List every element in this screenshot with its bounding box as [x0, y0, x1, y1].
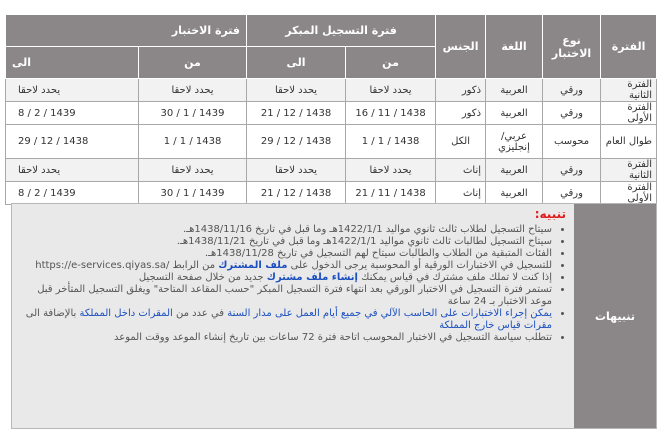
cell-reg-from: يحدد لاحقا	[346, 159, 436, 182]
header-period: الفترة	[601, 15, 657, 79]
cell-reg-from: 21 / 11 / 1438	[346, 182, 436, 205]
table-row	[6, 182, 657, 205]
note-text: من الرابط	[172, 260, 219, 271]
notes-body	[12, 204, 574, 428]
cell-test-from: 1 / 1 / 1438	[139, 125, 247, 159]
header-test-type: نوع الاختبار	[543, 15, 601, 79]
header-test-to: الى	[6, 47, 139, 79]
cell-period: الفترة الأولى	[601, 102, 657, 125]
table-row	[6, 125, 657, 159]
cell-language: العربية	[486, 159, 543, 182]
note-item	[22, 260, 552, 272]
computer-tests-link[interactable]: يمكن إجراء الاختبارات على الحاسب الآلي في جميع أيام العمل على مدار السنة	[227, 308, 552, 319]
cell-reg-from: 1 / 1 / 1438	[346, 125, 436, 159]
notes-label: تنبيهات	[574, 204, 656, 428]
table-row	[6, 79, 657, 102]
header-test-from: من	[139, 47, 247, 79]
note-item: • سيتاح التسجيل لطلاب ثالث ثانوي مواليد 1422/1/1هـ وما قبل في تاريخ 1438/11/16هـ.	[22, 224, 552, 236]
note-text: للتسجيل في الاختبارات الورقية أو المحوسبة يرجى الدخول على	[287, 260, 552, 271]
cell-test-from: 30 / 1 / 1439	[139, 182, 247, 205]
cell-test-to: يحدد لاحقا	[6, 79, 139, 102]
cell-gender: ذكور	[436, 102, 486, 125]
cell-period: طوال العام	[601, 125, 657, 159]
eservices-url: https://e-services.qiyas.sa/	[35, 260, 170, 271]
cell-period: الفترة الثانية	[601, 159, 657, 182]
cell-reg-to: يحدد لاحقا	[247, 79, 346, 102]
cell-language: العربية	[486, 102, 543, 125]
cell-test-from: يحدد لاحقا	[139, 159, 247, 182]
cell-gender: الكل	[436, 125, 486, 159]
note-text: في عدد من	[172, 308, 228, 319]
note-item: • تستمر فترة التسجيل في الاختبار الورقي بعد انتهاء فترة التسجيل المبكر "حسب المقاعد المتاحة" ويغلق التسجيل المتأخر قبل موعد الاختبار بـ 24 ساعة	[22, 284, 552, 308]
cell-period: الفترة الثانية	[601, 79, 657, 102]
cell-reg-from: 16 / 11 / 1438	[346, 102, 436, 125]
cell-reg-to: 21 / 12 / 1438	[247, 182, 346, 205]
header-reg-to: الى	[247, 47, 346, 79]
cell-test-to: يحدد لاحقا	[6, 159, 139, 182]
header-early-registration: فترة التسجيل المبكر	[247, 15, 436, 47]
cell-test-to: 8 / 2 / 1439	[6, 102, 139, 125]
cell-test-to: 8 / 2 / 1439	[6, 182, 139, 205]
notes-list	[22, 224, 566, 344]
subscriber-file-link[interactable]: ملف المشترك	[218, 260, 288, 271]
cell-language: العربية	[486, 182, 543, 205]
header-test-period: فترة الاختبار	[6, 15, 247, 47]
cell-gender: ذكور	[436, 79, 486, 102]
create-subscriber-file-link[interactable]: إنشاء ملف مشترك	[266, 272, 358, 283]
cell-gender: إناث	[436, 182, 486, 205]
header-language: اللغة	[486, 15, 543, 79]
cell-reg-from: يحدد لاحقا	[346, 79, 436, 102]
note-text: إذا كنت لا تملك ملف مشترك في قياس يمكنك	[358, 272, 552, 283]
cell-test-to: 29 / 12 / 1438	[6, 125, 139, 159]
note-item	[22, 272, 552, 284]
notes-title: تنبيه:	[534, 207, 566, 221]
note-item: • الفئات المتبقية من الطلاب والطالبات سيتاح لهم التسجيل في تاريخ 1438/11/28هـ.	[22, 248, 552, 260]
cell-language: العربية	[486, 79, 543, 102]
table-row	[6, 102, 657, 125]
cell-type: ورقي	[543, 79, 601, 102]
note-item: • سيتاح التسجيل لطالبات ثالث ثانوي مواليد 1422/1/1هـ وما قبل في تاريخ 1438/11/21هـ.	[22, 236, 552, 248]
overseas-centers-link[interactable]: مقرات قياس خارج المملكة	[439, 320, 552, 331]
cell-type: ورقي	[543, 159, 601, 182]
schedule-table	[5, 14, 657, 205]
cell-test-from: 30 / 1 / 1439	[139, 102, 247, 125]
note-text: بالإضافة الى	[25, 308, 80, 319]
cell-type: محوسب	[543, 125, 601, 159]
cell-type: ورقي	[543, 102, 601, 125]
cell-type: ورقي	[543, 182, 601, 205]
header-gender: الجنس	[436, 15, 486, 79]
local-centers-link[interactable]: المقرات داخل المملكة	[79, 308, 173, 319]
cell-language: عربي/ إنجليزي	[486, 125, 543, 159]
cell-period: الفترة الأولى	[601, 182, 657, 205]
cell-reg-to: 29 / 12 / 1438	[247, 125, 346, 159]
notes-box	[11, 203, 657, 429]
note-text: جديد من خلال صفحة التسجيل	[138, 272, 267, 283]
cell-reg-to: يحدد لاحقا	[247, 159, 346, 182]
cell-reg-to: 21 / 12 / 1438	[247, 102, 346, 125]
header-reg-from: من	[346, 47, 436, 79]
note-item	[22, 308, 552, 332]
cell-gender: إناث	[436, 159, 486, 182]
table-row	[6, 159, 657, 182]
cell-test-from: يحدد لاحقا	[139, 79, 247, 102]
note-item: • تتطلب سياسة التسجيل في الاختبار المحوسب اتاحة فترة 72 ساعات بين تاريخ إنشاء الموعد ووقت الموعد	[22, 332, 552, 344]
